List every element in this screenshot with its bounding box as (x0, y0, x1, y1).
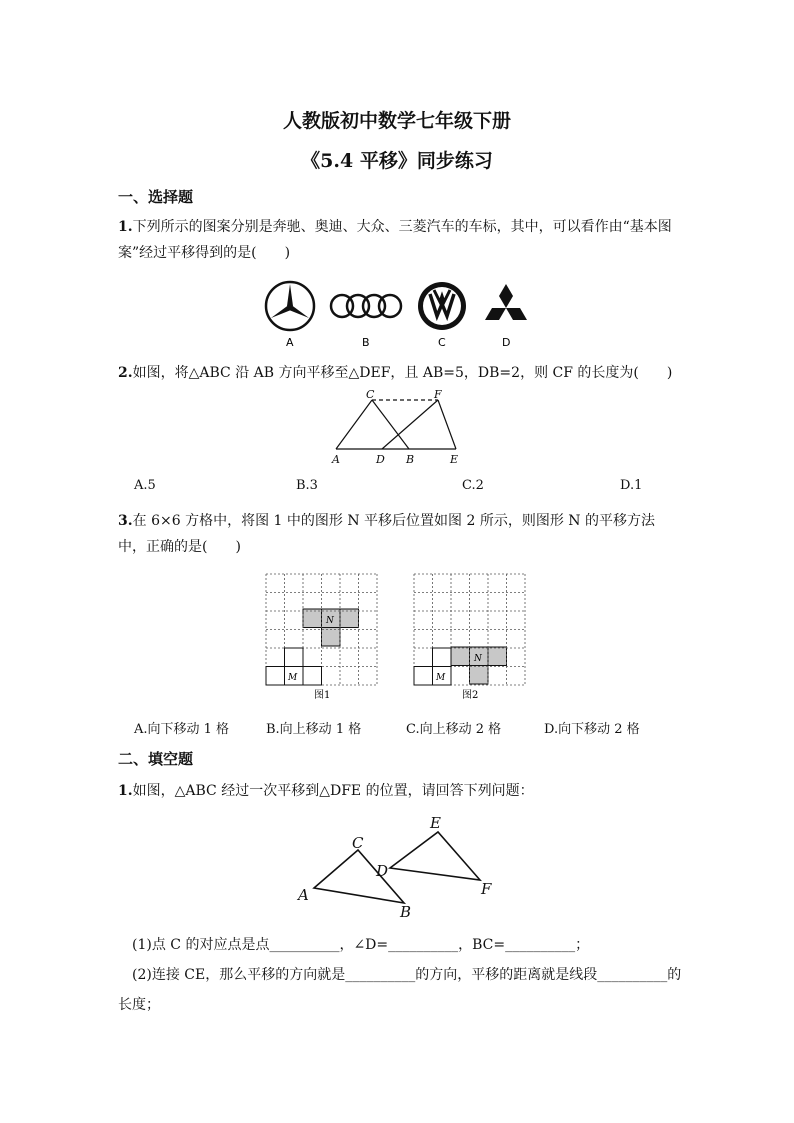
point-label-c: C (352, 834, 364, 852)
question-3 (118, 508, 678, 560)
fill-sub-1: (1)点 C 的对应点是点__________，∠D=__________，BC=__________； (132, 937, 590, 953)
option-b: B.向上移动 1 格 (266, 722, 362, 737)
logo-label-b: B (362, 336, 370, 349)
car-logos-figure (258, 278, 538, 350)
shape-n-label: N (326, 616, 334, 626)
option-d: D.1 (620, 478, 643, 493)
mitsubishi-logo (485, 284, 527, 320)
question-2 (118, 360, 678, 386)
grid-figure-2 (412, 572, 530, 702)
fill-sub-2-line-2: 长度； (118, 997, 160, 1013)
question-text: 下列所示的图案分别是奔驰、奥迪、大众、三菱汽车的车标，其中，可以看作由“基本图案”经过平移得到的是( ) (118, 219, 672, 261)
logo-label-c: C (438, 336, 446, 349)
point-label-d: D (376, 862, 389, 880)
option-d: D.向下移动 2 格 (544, 722, 640, 737)
point-label-c: C (366, 388, 375, 401)
point-label-b: B (406, 453, 415, 466)
question-number: 2. (118, 365, 133, 381)
shape-m-label: M (288, 673, 298, 683)
question-text: 如图，△ABC 经过一次平移到△DFE 的位置，请回答下列问题： (132, 783, 534, 799)
point-label-b: B (400, 903, 412, 921)
grid-figure-1 (264, 572, 382, 702)
point-label-f: F (434, 388, 442, 401)
option-a: A.向下移动 1 格 (134, 722, 230, 737)
shape-n-label: N (474, 654, 482, 664)
option-a: A.5 (134, 478, 156, 493)
question-1 (118, 214, 678, 266)
option-c: C.2 (462, 478, 484, 493)
shape-m-label: M (436, 673, 446, 683)
logo-label-d: D (502, 336, 511, 349)
vw-logo (418, 282, 466, 330)
option-b: B.3 (296, 478, 318, 493)
fig1-caption: 图1 (314, 690, 331, 701)
audi-logo (331, 295, 401, 317)
mercedes-logo (266, 282, 314, 330)
point-label-e: E (430, 814, 441, 832)
question-number: 1. (118, 783, 133, 799)
section-heading-choice: 一、选择题 (118, 188, 194, 206)
option-c: C.向上移动 2 格 (406, 722, 502, 737)
point-label-a: A (298, 886, 309, 904)
fig2-caption: 图2 (462, 690, 479, 701)
triangle-translation-figure (296, 810, 506, 922)
page-subtitle: 《5.4 平移》同步练习 (301, 150, 493, 172)
question-text: 如图，将△ABC 沿 AB 方向平移至△DEF，且 AB=5，DB=2，则 CF 的长度为( ) (132, 365, 673, 381)
fill-sub-2-line-1: (2)连接 CE，那么平移的方向就是__________的方向，平移的距离就是线段__________的 (132, 967, 682, 983)
point-label-e: E (450, 453, 459, 466)
logo-label-a: A (286, 336, 294, 349)
point-label-f: F (481, 880, 492, 898)
fill-question-1 (118, 778, 678, 804)
question-number: 1. (118, 219, 133, 235)
point-label-d: D (376, 453, 385, 466)
question-text: 在 6×6 方格中，将图 1 中的图形 N 平移后位置如图 2 所示，则图形 N 的平移方法中，正确的是( ) (118, 513, 655, 555)
point-label-a: A (332, 453, 340, 466)
translation-figure-q2 (326, 388, 466, 468)
section-heading-fill: 二、填空题 (118, 750, 194, 768)
page-title: 人教版初中数学七年级下册 (282, 110, 511, 132)
question-number: 3. (118, 513, 133, 529)
